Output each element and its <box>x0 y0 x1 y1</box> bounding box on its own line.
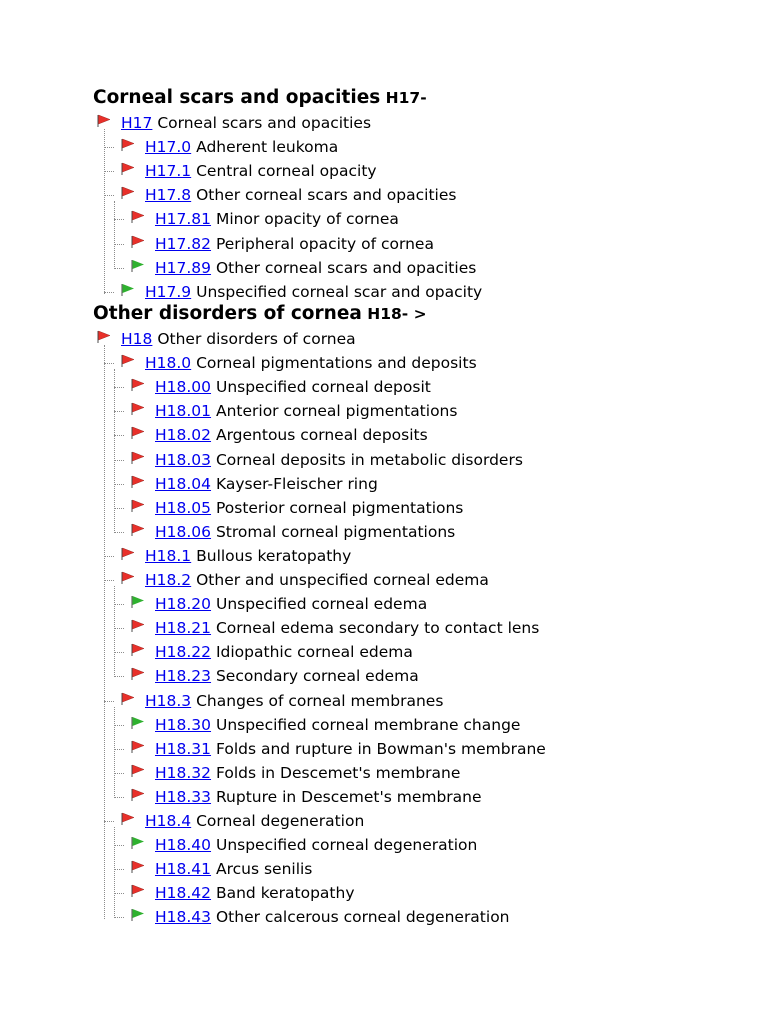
code-link[interactable]: H18.1 <box>145 546 192 565</box>
code-link[interactable]: H18 <box>121 330 153 348</box>
tree-guide-branch <box>114 484 124 485</box>
tree-item <box>121 351 477 375</box>
tree-guide-branch <box>114 845 124 846</box>
tree-guide-line <box>114 586 115 677</box>
code-description: Corneal scars and opacities <box>157 114 372 132</box>
code-description: Other calcerous corneal degeneration <box>215 908 510 927</box>
section-code: H18- > <box>361 305 427 323</box>
tree-guide-branch <box>114 676 124 677</box>
code-link[interactable]: H18.42 <box>155 884 212 903</box>
section-title: Corneal scars and opacities <box>93 87 381 108</box>
code-link[interactable]: H18.30 <box>155 715 212 734</box>
tree-item <box>131 664 419 688</box>
code-description: Unspecified corneal deposit <box>215 378 431 397</box>
code-link[interactable]: H18.31 <box>155 739 212 758</box>
tree-guide-branch <box>114 244 124 245</box>
code-link[interactable]: H17.81 <box>155 210 212 229</box>
tree-guide-branch <box>114 387 124 388</box>
tree-item <box>131 833 477 857</box>
code-link[interactable]: H18.0 <box>145 354 192 373</box>
code-link[interactable]: H18.05 <box>155 498 212 517</box>
code-link[interactable]: H18.06 <box>155 522 212 541</box>
tree-item <box>131 520 455 544</box>
code-description: Anterior corneal pigmentations <box>215 402 458 421</box>
code-link[interactable]: H18.21 <box>155 619 212 638</box>
tree-guide-branch <box>104 171 114 172</box>
code-description: Kayser-Fleischer ring <box>215 474 378 493</box>
tree-item <box>131 640 413 664</box>
tree-item <box>131 448 523 472</box>
tree-guide-line <box>114 707 115 798</box>
code-description: Corneal edema secondary to contact lens <box>215 619 540 638</box>
tree-guide-branch <box>114 797 124 798</box>
tree-guide-line <box>104 345 105 919</box>
tree-guide-branch <box>114 268 124 269</box>
code-description: Stromal corneal pigmentations <box>215 522 456 541</box>
code-description: Other disorders of cornea <box>157 330 356 348</box>
tree-guide-branch <box>114 411 124 412</box>
tree-item <box>121 809 364 833</box>
code-description: Rupture in Descemet's membrane <box>215 787 482 806</box>
code-description: Adherent leukoma <box>196 138 339 157</box>
code-link[interactable]: H18.40 <box>155 836 212 855</box>
tree-guide-branch <box>114 435 124 436</box>
code-description: Unspecified corneal membrane change <box>215 715 521 734</box>
tree-item <box>131 785 482 809</box>
code-description: Corneal deposits in metabolic disorders <box>215 450 523 469</box>
code-link[interactable]: H17.0 <box>145 138 192 157</box>
code-link[interactable]: H18.01 <box>155 402 212 421</box>
tree-guide-line <box>104 129 105 294</box>
tree-item <box>131 375 431 399</box>
tree-guide-branch <box>104 292 114 293</box>
code-link[interactable]: H18.2 <box>145 571 192 589</box>
tree-item <box>131 616 539 640</box>
tree-item <box>131 232 434 256</box>
code-description: Unspecified corneal edema <box>215 595 428 614</box>
tree-guide-branch <box>114 460 124 461</box>
code-description: Folds in Descemet's membrane <box>215 763 461 782</box>
tree-item <box>121 568 489 592</box>
tree-guide-branch <box>114 869 124 870</box>
code-description: Other corneal scars and opacities <box>196 186 457 205</box>
tree-guide-branch <box>114 917 124 918</box>
tree-guide-branch <box>114 219 124 220</box>
code-description: Other corneal scars and opacities <box>215 258 477 277</box>
tree-item <box>131 713 520 737</box>
tree-item <box>131 256 476 280</box>
code-link[interactable]: H18.22 <box>155 643 212 662</box>
tree-item <box>131 496 463 520</box>
tree-guide-branch <box>114 893 124 894</box>
code-link[interactable]: H18.33 <box>155 787 212 806</box>
code-link[interactable]: H18.20 <box>155 595 212 614</box>
code-description: Central corneal opacity <box>196 162 377 181</box>
code-link[interactable]: H18.02 <box>155 426 212 445</box>
tree-guide-branch <box>114 508 124 509</box>
tree-guide-branch <box>114 628 124 629</box>
tree-item <box>131 857 312 881</box>
tree-item <box>97 327 356 351</box>
tree-item <box>131 761 460 785</box>
tree-guide-line <box>114 201 115 268</box>
code-link[interactable]: H17.8 <box>145 186 192 205</box>
code-description: Arcus senilis <box>215 860 313 879</box>
tree-item <box>131 423 428 447</box>
tree-item <box>121 689 443 713</box>
code-description: Band keratopathy <box>215 884 355 903</box>
tree-item <box>131 592 427 616</box>
tree-guide-line <box>114 369 115 533</box>
code-link[interactable]: H18.43 <box>155 908 212 927</box>
code-description: Corneal pigmentations and deposits <box>196 354 477 373</box>
code-link[interactable]: H17.89 <box>155 258 212 277</box>
tree-item <box>121 280 482 304</box>
code-link[interactable]: H18.00 <box>155 378 212 397</box>
tree-item <box>121 159 377 183</box>
code-link[interactable]: H18.32 <box>155 763 212 782</box>
tree-guide-branch <box>114 532 124 533</box>
tree-guide-branch <box>114 749 124 750</box>
section-heading <box>93 303 427 325</box>
code-link[interactable]: H18.3 <box>145 691 192 710</box>
tree-guide-branch <box>104 701 114 702</box>
code-description: Unspecified corneal scar and opacity <box>196 282 483 301</box>
tree-guide-branch <box>104 195 114 196</box>
code-description: Corneal degeneration <box>196 812 365 830</box>
section-title: Other disorders of cornea <box>93 303 362 324</box>
tree-guide-branch <box>114 604 124 605</box>
tree-guide-branch <box>104 147 114 148</box>
tree-item <box>121 135 338 159</box>
tree-item <box>131 905 510 929</box>
code-link[interactable]: H18.4 <box>145 812 192 830</box>
tree-guide-branch <box>114 652 124 653</box>
code-description: Secondary corneal edema <box>215 667 419 686</box>
tree-item <box>121 183 456 207</box>
section-heading <box>93 87 427 109</box>
tree-guide-branch <box>114 773 124 774</box>
tree-item <box>131 737 546 761</box>
code-link[interactable]: H17 <box>121 114 153 132</box>
tree-item <box>131 881 355 905</box>
tree-item <box>121 544 351 568</box>
code-description: Bullous keratopathy <box>196 546 352 565</box>
tree-guide-branch <box>104 556 114 557</box>
code-description: Idiopathic corneal edema <box>215 643 413 662</box>
code-link[interactable]: H18.03 <box>155 450 212 469</box>
code-description: Argentous corneal deposits <box>215 426 428 445</box>
tree-item <box>131 472 378 496</box>
code-description: Folds and rupture in Bowman's membrane <box>215 739 546 758</box>
code-link[interactable]: H17.9 <box>145 282 192 301</box>
section-code: H17- <box>380 89 427 107</box>
code-description: Minor opacity of cornea <box>215 210 399 229</box>
tree-item <box>97 111 371 135</box>
code-description: Peripheral opacity of cornea <box>215 234 434 253</box>
tree-guide-line <box>114 827 115 918</box>
code-description: Changes of corneal membranes <box>196 691 444 710</box>
code-description: Unspecified corneal degeneration <box>215 836 478 855</box>
code-link[interactable]: H17.82 <box>155 234 212 253</box>
code-link[interactable]: H18.41 <box>155 860 212 879</box>
code-description: Other and unspecified corneal edema <box>196 571 489 589</box>
tree-guide-branch <box>104 580 114 581</box>
code-link[interactable]: H18.23 <box>155 667 212 686</box>
code-link[interactable]: H18.04 <box>155 474 212 493</box>
code-link[interactable]: H17.1 <box>145 162 192 181</box>
tree-guide-branch <box>104 821 114 822</box>
tree-guide-branch <box>114 725 124 726</box>
tree-guide-branch <box>104 363 114 364</box>
tree-item <box>131 399 457 423</box>
tree-item <box>131 207 399 231</box>
code-description: Posterior corneal pigmentations <box>215 498 464 517</box>
